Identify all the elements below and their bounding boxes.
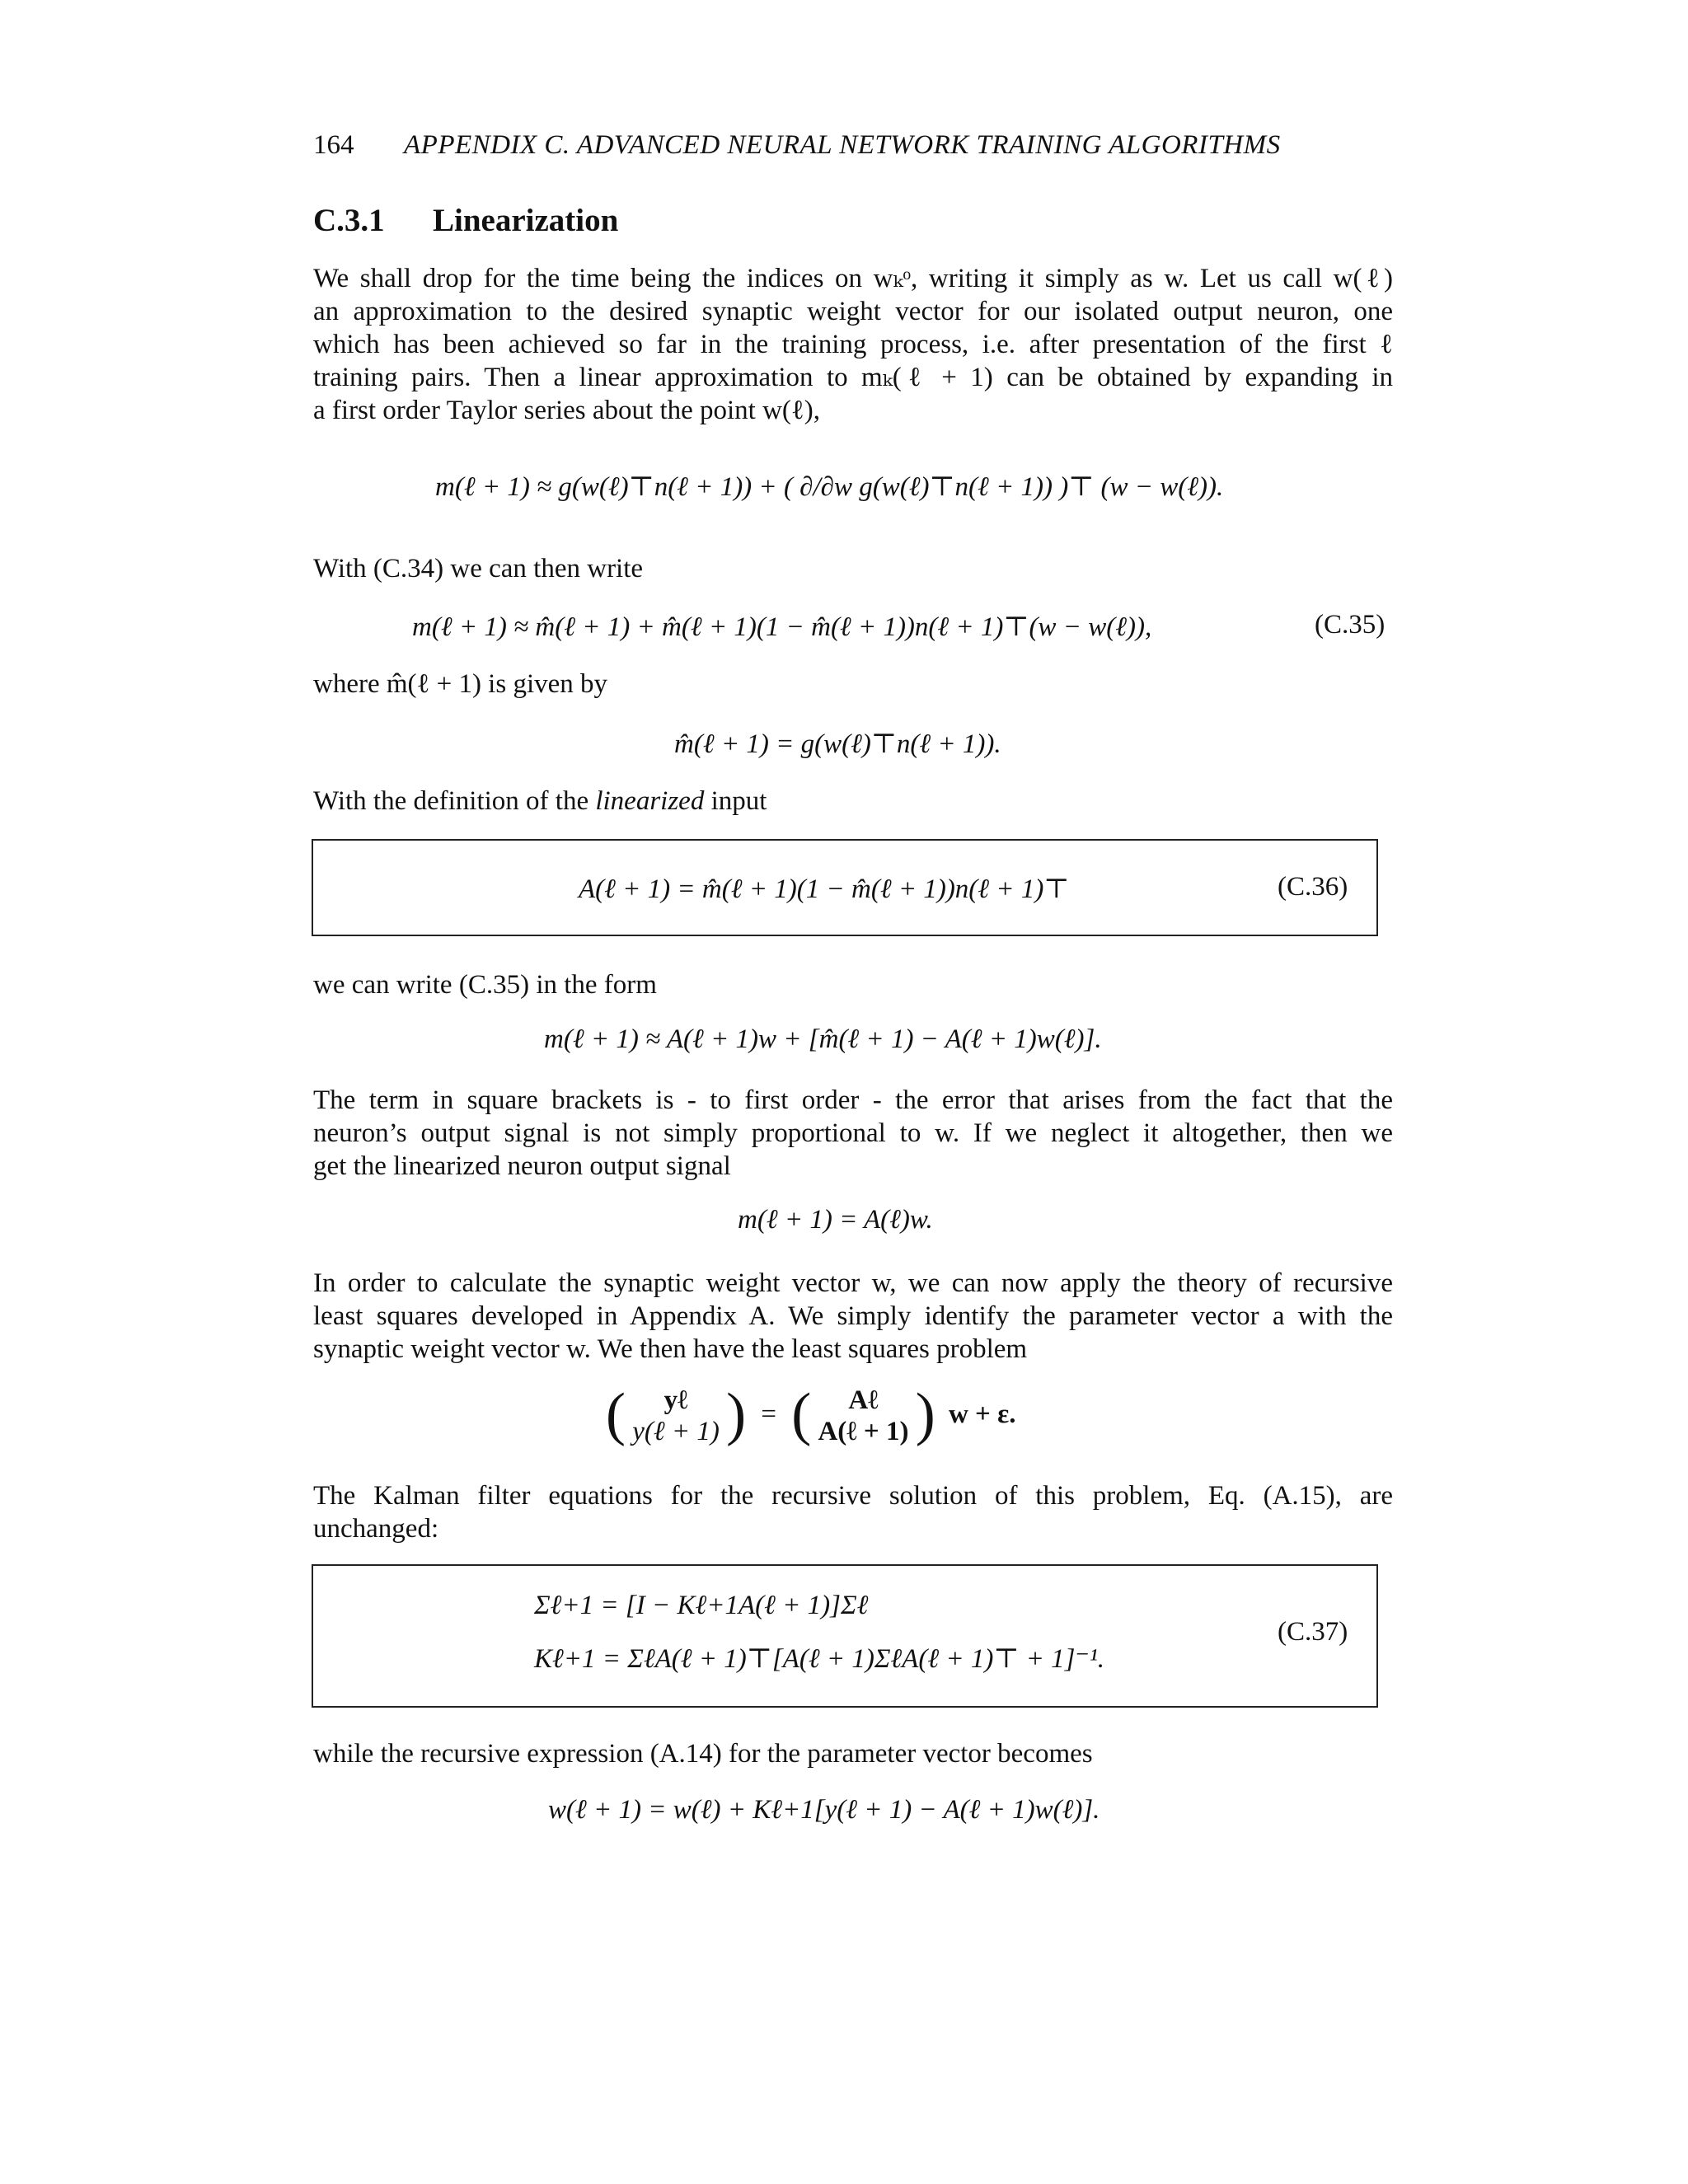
text-line: which has been achieved so far in the training process, i.e. after presentation of the first ℓ <box>313 330 1393 359</box>
text-line: unchanged: <box>313 1514 439 1544</box>
text-line: get the linearized neuron output signal <box>313 1151 731 1181</box>
paragraph-where <box>313 668 1393 701</box>
equation-label-c37: (C.37) <box>1278 1617 1348 1647</box>
right-paren: ) <box>726 1380 747 1447</box>
matrix-cell: Aℓ <box>848 1385 879 1415</box>
left-paren: ( <box>606 1380 626 1447</box>
paragraph-with-c34 <box>313 552 1393 585</box>
text-line: With (C.34) we can then write <box>313 554 644 583</box>
matrix-left <box>632 1385 720 1447</box>
equation-tail: w + ε. <box>948 1399 1016 1429</box>
left-paren: ( <box>791 1380 812 1447</box>
running-title: APPENDIX C. ADVANCED NEURAL NETWORK TRAINING ALGORITHMS <box>404 130 1281 160</box>
text-line: a first order Taylor series about the point w(ℓ), <box>313 396 820 425</box>
matrix-cell: y(ℓ + 1) <box>632 1417 720 1446</box>
paragraph-intro <box>313 262 1393 427</box>
paragraph-definition <box>313 785 1393 818</box>
text-line: neuron’s output signal is not simply proportional to w. If we neglect it altogether, then we <box>313 1118 1393 1148</box>
equation-approximation: m(ℓ + 1) ≈ A(ℓ + 1)w + [m̂(ℓ + 1) − A(ℓ + 1)w(ℓ)]. <box>544 1024 1102 1054</box>
equation-label-c36: (C.36) <box>1278 872 1348 902</box>
equation-c37-line1: Σℓ+1 = [I − Kℓ+1A(ℓ + 1)]Σℓ <box>534 1591 869 1620</box>
equation-c36: A(ℓ + 1) = m̂(ℓ + 1)(1 − m̂(ℓ + 1))n(ℓ + 1)⊤ <box>579 874 1070 904</box>
equation-label-c35: (C.35) <box>1315 610 1386 640</box>
paragraph-kalman <box>313 1479 1393 1545</box>
matrix-right <box>818 1385 908 1447</box>
right-paren: ) <box>915 1380 935 1447</box>
text-line: least squares developed in Appendix A. We simply identify the parameter vector a with the <box>313 1301 1393 1331</box>
paragraph-form <box>313 968 1393 1001</box>
text-fragment: input <box>704 786 767 816</box>
text-line: We shall drop for the time being the indices on wₖᵒ, writing it simply as w. Let us call w(ℓ) <box>313 264 1393 293</box>
paragraph-square-brackets <box>313 1084 1393 1183</box>
text-line: training pairs. Then a linear approximation to mₖ(ℓ + 1) can be obtained by expanding in <box>313 363 1393 392</box>
text-line: synaptic weight vector w. We then have the least squares problem <box>313 1334 1028 1364</box>
section-number: C.3.1 <box>313 203 385 238</box>
text-line: while the recursive expression (A.14) for the parameter vector becomes <box>313 1739 1093 1769</box>
paragraph-parameter-vector <box>313 1737 1393 1770</box>
equation-linearized-output: m(ℓ + 1) = A(ℓ)w. <box>738 1205 933 1235</box>
equation-mhat: m̂(ℓ + 1) = g(w(ℓ)⊤n(ℓ + 1)). <box>674 729 1001 759</box>
equals-sign: = <box>761 1399 776 1429</box>
page-number: 164 <box>313 130 354 160</box>
text-line: we can write (C.35) in the form <box>313 970 657 1000</box>
text-line: where m̂(ℓ + 1) is given by <box>313 669 608 699</box>
equation-c37-line2: Kℓ+1 = ΣℓA(ℓ + 1)⊤[A(ℓ + 1)ΣℓA(ℓ + 1)⊤ + 1]⁻¹. <box>534 1644 1105 1674</box>
equation-box-c36 <box>312 839 1378 936</box>
equation-least-squares <box>606 1380 1016 1467</box>
matrix-cell: A(ℓ + 1) <box>818 1417 909 1446</box>
text-line: The term in square brackets is - to first order - the error that arises from the fact that the <box>313 1085 1393 1115</box>
text-fragment: With the definition of the <box>313 786 596 816</box>
text-line: The Kalman filter equations for the recursive solution of this problem, Eq. (A.15), are <box>313 1481 1393 1511</box>
equation-weight-update: w(ℓ + 1) = w(ℓ) + Kℓ+1[y(ℓ + 1) − A(ℓ + 1)w(ℓ)]. <box>548 1795 1100 1825</box>
paragraph-recursive-least-squares <box>313 1267 1393 1366</box>
equation-taylor: m(ℓ + 1) ≈ g(w(ℓ)⊤n(ℓ + 1)) + ( ∂/∂w g(w(ℓ)⊤n(ℓ + 1)) )⊤ (w − w(ℓ)). <box>435 472 1224 502</box>
emphasis-text: linearized <box>595 786 705 816</box>
equation-box-c37 <box>312 1564 1378 1708</box>
text-line: an approximation to the desired synaptic weight vector for our isolated output neuron, one <box>313 297 1393 326</box>
section-title: Linearization <box>433 203 619 238</box>
text-line: In order to calculate the synaptic weight vector w, we can now apply the theory of recursive <box>313 1268 1393 1298</box>
section-heading <box>313 202 618 239</box>
equation-c35: m(ℓ + 1) ≈ m̂(ℓ + 1) + m̂(ℓ + 1)(1 − m̂(ℓ + 1))n(ℓ + 1)⊤(w − w(ℓ)), <box>412 612 1152 642</box>
matrix-cell: yℓ <box>663 1385 688 1415</box>
text-line <box>313 785 1393 818</box>
